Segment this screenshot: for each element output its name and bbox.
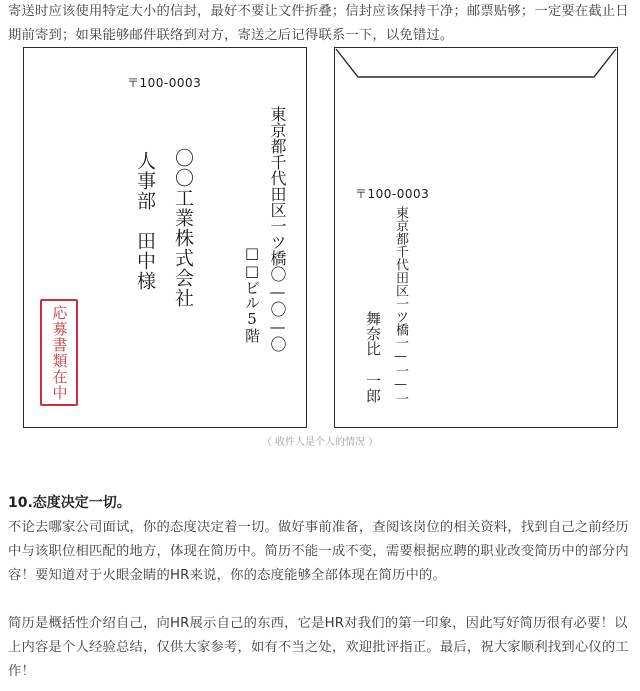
envelope-front bbox=[23, 47, 307, 428]
paragraph-summary: 简历是概括性介绍自己，向HR展示自己的东西，它是HR对我们的第一印象，因此写好简历很有必要！以上内容是个人经验总结，仅供大家参考，如有不当之处，欢迎批评指正。最后，祝大家顺利找到心仪的工作！ bbox=[8, 616, 629, 679]
figure-caption: （ 收件人是个人的情况 ） bbox=[261, 437, 379, 448]
recipient-name: 田中様 bbox=[134, 231, 156, 291]
envelope-flap-icon bbox=[334, 47, 618, 87]
back-postal-code: 〒100-0003 bbox=[355, 187, 430, 201]
intro-paragraph: 寄送时应该使用特定大小的信封，最好不要让文件折叠；信封应该保持干净；邮票贴够；一定要在截止日期前寄到；如果能够邮件联络到对方，寄送之后记得联系一下，以免错过。 bbox=[8, 4, 629, 43]
front-address-line1: 東京都千代田区一ツ橋〇—〇—〇 bbox=[268, 106, 287, 352]
front-address-line2: □□ビル5階 bbox=[243, 244, 261, 343]
front-postal-code: 〒100-0003 bbox=[127, 76, 202, 90]
sender-given-name: 舞奈比 bbox=[364, 311, 382, 356]
company-name: 〇〇工業株式会社 bbox=[172, 148, 194, 308]
application-documents-stamp bbox=[40, 299, 78, 406]
back-address: 東京都千代田区一ツ橋一—一—一 bbox=[393, 206, 408, 405]
section-heading: 10.态度决定一切。 bbox=[8, 495, 131, 511]
department-name: 人事部 bbox=[134, 151, 156, 211]
envelope-back bbox=[334, 47, 618, 428]
paragraph-attitude: 不论去哪家公司面试，你的态度决定着一切。做好事前准备，查阅该岗位的相关资料，找到自己之前经历中与该职位相匹配的地方，体现在简历中。简历不能一成不变，需要根据应聘的职业改变简历中的部分内容！要知道对于火眼金睛的HR来说，你的态度能够全部体现在简历中的。 bbox=[8, 520, 629, 583]
sender-family-name: 一郎 bbox=[364, 373, 382, 403]
stamp-label: 応募書類在中 bbox=[50, 304, 69, 401]
